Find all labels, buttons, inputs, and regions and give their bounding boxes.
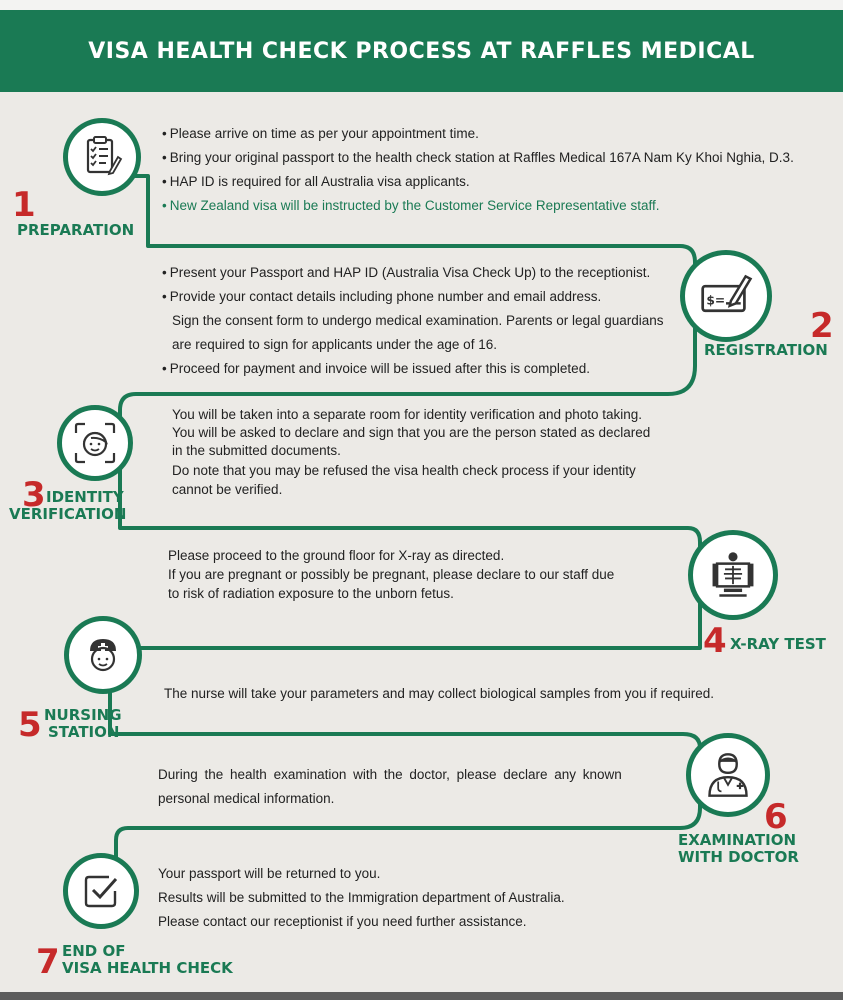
step-2-line: • Proceed for payment and invoice will be issued after this is completed. [162,361,590,376]
nurse-icon [81,633,125,677]
step-5-line: The nurse will take your parameters and may collect biological samples from you if required. [164,686,714,701]
face-scan-icon [73,421,117,465]
step-2-line: • Provide your contact details including phone number and email address. [162,289,601,304]
svg-text:$=: $= [706,293,726,308]
step-6-icon [686,733,770,817]
step-3-label-line2: VERIFICATION [9,505,127,523]
checklist-icon [80,135,124,179]
step-4-line: Please proceed to the ground floor for X-ray as directed. [168,548,505,563]
step-3-line: You will be taken into a separate room for identity verification and photo taking. [172,407,643,422]
step-2-number: 2 [810,306,834,346]
step-4-line: to risk of radiation exposure to the unborn fetus. [168,586,454,601]
step-7-line: Results will be submitted to the Immigration department of Australia. [158,890,565,905]
step-3-icon [57,405,133,481]
step-7-icon [63,853,139,929]
step-1-icon [63,118,141,196]
checkbox-icon [79,869,123,913]
step-2-line: are required to sign for applicants under the age of 16. [172,337,497,352]
step-1-line: • HAP ID is required for all Australia visa applicants. [162,174,470,189]
step-3-label-line1: IDENTITY [46,488,124,506]
step-6-label-line2: WITH DOCTOR [678,848,799,866]
step-4-icon [688,530,778,620]
step-2-label: REGISTRATION [704,341,828,359]
step-3-line: Do note that you may be refused the visa health check process if your identity [172,463,636,478]
step-5-label-line1: NURSING [44,706,122,724]
step-2-line: Sign the consent form to undergo medical examination. Parents or legal guardians [172,313,664,328]
step-3-number: 3 [22,475,46,515]
step-1-number: 1 [12,185,36,225]
step-7-line: Please contact our receptionist if you need further assistance. [158,914,527,929]
step-6-line: During the health examination with the doctor, please declare any known [158,767,622,782]
step-5-number: 5 [18,705,42,745]
step-6-line: personal medical information. [158,791,335,806]
step-2-icon [680,250,772,342]
doctor-icon [704,751,752,799]
step-7-number: 7 [36,942,60,982]
step-4-number: 4 [703,621,727,661]
step-3-line: You will be asked to declare and sign that you are the person stated as declared [172,425,651,440]
step-4-line: If you are pregnant or possibly be pregnant, please declare to our staff due [168,567,615,582]
step-1-line: • Please arrive on time as per your appointment time. [162,126,479,141]
step-1-label: PREPARATION [17,221,135,239]
step-4-label: X-RAY TEST [730,635,826,653]
cheque-icon [699,269,753,323]
step-7-label-line1: END OF [62,942,126,960]
xray-icon [708,550,758,600]
step-5-icon [64,616,142,694]
step-1-line: • Bring your original passport to the health check station at Raffles Medical 167A Nam Ky Khoi Nghia, D.3. [162,150,794,165]
step-3-line: cannot be verified. [172,482,283,497]
page-title: VISA HEALTH CHECK PROCESS AT RAFFLES MEDICAL [88,38,755,64]
step-3-line: in the submitted documents. [172,443,341,458]
step-6-label-line1: EXAMINATION [678,831,797,849]
step-7-label-line2: VISA HEALTH CHECK [62,959,233,977]
step-2-line: • Present your Passport and HAP ID (Australia Visa Check Up) to the receptionist. [162,265,650,280]
bottom-bar [0,992,843,1000]
step-7-line: Your passport will be returned to you. [158,866,381,881]
step-5-label-line2: STATION [48,723,120,741]
step-6-number: 6 [764,797,788,837]
step-1-line: • New Zealand visa will be instructed by the Customer Service Representative staff. [162,198,659,213]
